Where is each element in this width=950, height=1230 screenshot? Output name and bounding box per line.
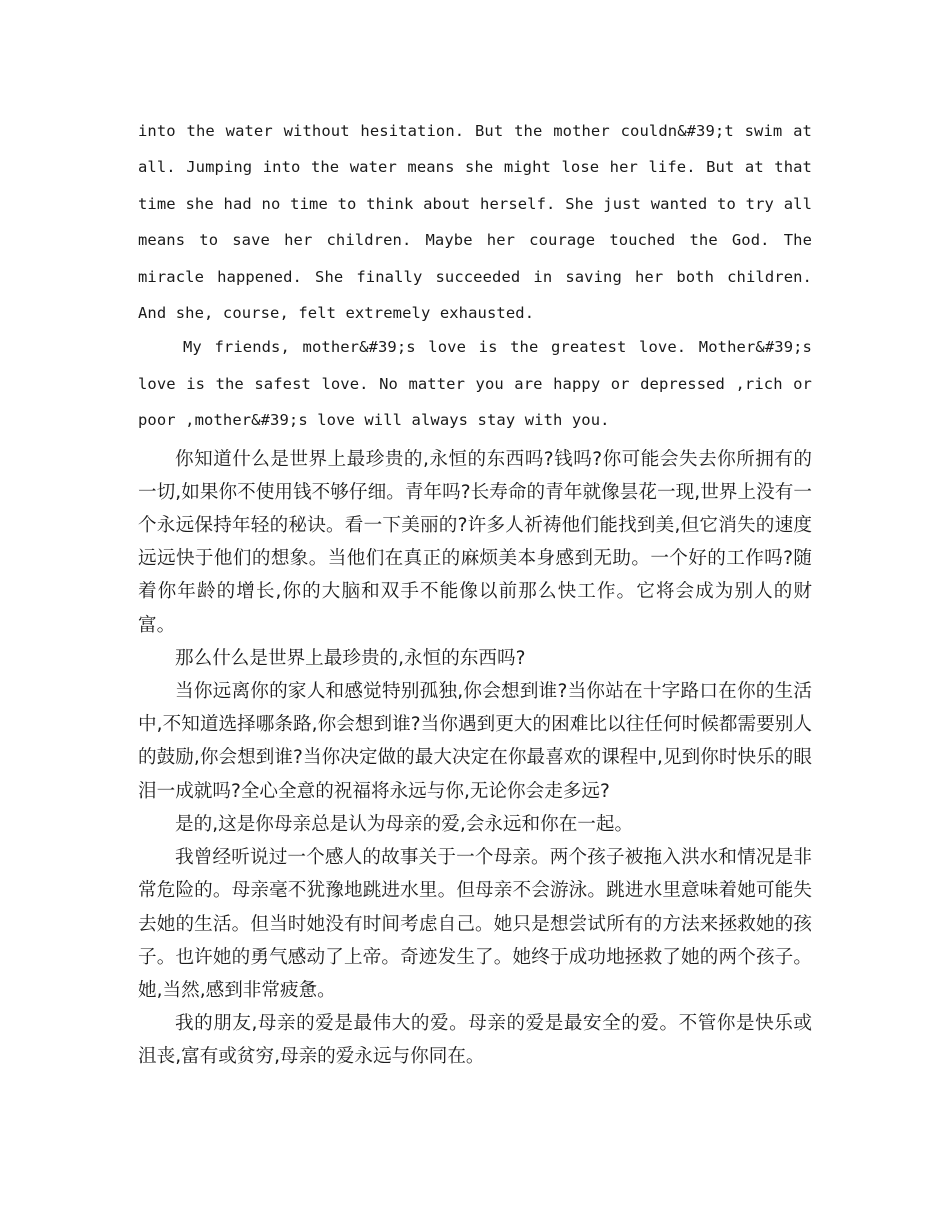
- chinese-paragraph-story: 我曾经听说过一个感人的故事关于一个母亲。两个孩子被拖入洪水和情况是非常危险的。母亲毫不犹豫地跳进水里。但母亲不会游泳。跳进水里意味着她可能失去她的生活。但当时她没有时间考虑自己。她只是想尝试所有的方法来拯救她的孩子。也许她的勇气感动了上帝。奇迹发生了。她终于成功地拯救了她的两个孩子。她,当然,感到非常疲惫。: [138, 847, 812, 1001]
- chinese-paragraph-precious-things: 你知道什么是世界上最珍贵的,永恒的东西吗?钱吗?你可能会失去你所拥有的一切,如果你不使用钱不够仔细。青年吗?长寿命的青年就像昙花一现,世界上没有一个永远保持年轻的秘诀。看一下美丽的?许多人祈祷他们能找到美,但它消失的速度远远快于他们的想象。当他们在真正的麻烦美本身感到无助。一个好的工作吗?随着你年龄的增长,你的大脑和双手不能像以前那么快工作。它将会成为别人的财富。: [138, 448, 812, 636]
- chinese-paragraph-who-you-think-of: 当你远离你的家人和感觉特别孤独,你会想到谁?当你站在十字路口在你的生活中,不知道选择哪条路,你会想到谁?当你遇到更大的困难比以往任何时候都需要别人的鼓励,你会想到谁?当你决定做的最大决定在你最喜欢的课程中,见到你时快乐的眼泪一成就吗?全心全意的祝福将永远与你,无论你会走多远?: [138, 681, 812, 802]
- english-paragraph-rescue: into the water without hesitation. But the mother couldn&#39;t swim at all. Jumping into the water means she might lose her life. But at that time she had no time to think about herself. She just wanted to try all means to save her children. Maybe her courage touched the God. The miracle happened. She finally succeeded in saving her both children. And she, course, felt extremely exhausted.: [138, 122, 812, 323]
- chinese-paragraph-question: 那么什么是世界上最珍贵的,永恒的东西吗?: [175, 647, 526, 669]
- chinese-paragraph-conclusion: 我的朋友,母亲的爱是最伟大的爱。母亲的爱是最安全的爱。不管你是快乐或沮丧,富有或贫穷,母亲的爱永远与你同在。: [138, 1013, 812, 1068]
- english-paragraph-conclusion: My friends, mother&#39;s love is the greatest love. Mother&#39;s love is the safest love. No matter you are happy or depressed ,rich or poor ,mother&#39;s love will always stay with you.: [138, 338, 812, 430]
- document-page: [138, 113, 812, 1074]
- chinese-paragraph-mothers-love-answer: 是的,这是你母亲总是认为母亲的爱,会永远和你在一起。: [175, 813, 634, 835]
